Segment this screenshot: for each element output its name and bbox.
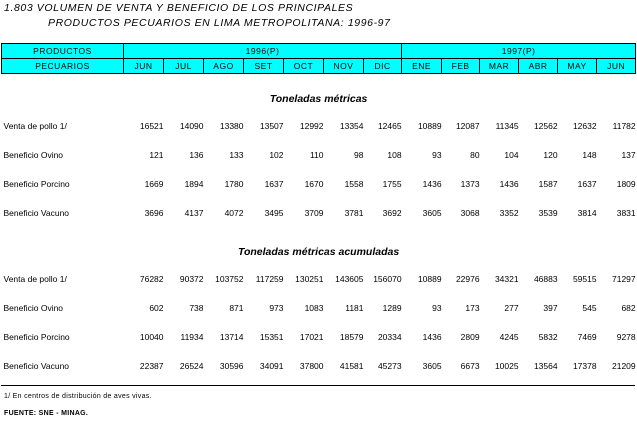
value-cell: 3709 — [304, 207, 324, 218]
value-cell: 1373 — [460, 178, 480, 189]
footnote: 1/ En centros de distribución de aves vivas. — [4, 393, 152, 400]
value-cell: 12992 — [299, 120, 324, 131]
value-cell: 682 — [621, 302, 636, 313]
value-cell: 1755 — [382, 178, 402, 189]
header-pecuarios: PECUARIOS — [2, 59, 124, 74]
value-cell: 14090 — [179, 120, 204, 131]
value-cell: 3352 — [499, 207, 519, 218]
table-title-line-1: 1.803 VOLUMEN DE VENTA Y BENEFICIO DE LOS PRINCIPALES — [4, 2, 354, 14]
value-cell: 3068 — [460, 207, 480, 218]
value-cell: 3605 — [422, 207, 442, 218]
table-row — [2, 351, 636, 380]
header-month-1996: DIC — [364, 59, 402, 74]
value-cell: 1436 — [422, 178, 442, 189]
value-cell: 13380 — [219, 120, 244, 131]
value-cell: 1181 — [345, 302, 364, 313]
value-cell: 45273 — [377, 360, 402, 371]
table-row — [2, 111, 636, 140]
header-month-1996: OCT — [284, 59, 324, 74]
value-cell: 4072 — [224, 207, 244, 218]
value-cell: 137 — [621, 149, 636, 160]
value-cell: 1083 — [304, 302, 324, 313]
header-month-1997: ABR — [519, 59, 558, 74]
value-cell: 1670 — [304, 178, 324, 189]
value-cell: 3692 — [382, 207, 402, 218]
value-cell: 26524 — [179, 360, 204, 371]
value-cell: 37800 — [299, 360, 324, 371]
value-cell: 11782 — [612, 120, 636, 131]
value-cell: 76282 — [139, 273, 164, 284]
table-row — [2, 264, 636, 293]
table-row — [2, 322, 636, 351]
header-year-1997: 1997(P) — [402, 44, 636, 59]
value-cell: 108 — [387, 149, 402, 160]
value-cell: 277 — [504, 302, 519, 313]
header-month-1997: ENE — [402, 59, 442, 74]
value-cell: 3781 — [344, 207, 364, 218]
value-cell: 12087 — [455, 120, 480, 131]
section-title: Toneladas métricas — [269, 93, 368, 105]
value-cell: 30596 — [219, 360, 244, 371]
value-cell: 93 — [432, 149, 442, 160]
header-productos: PRODUCTOS — [2, 44, 124, 59]
value-cell: 10040 — [139, 331, 164, 342]
value-cell: 1809 — [616, 178, 636, 189]
value-cell: 103752 — [215, 273, 244, 284]
row-label: Beneficio Porcino — [3, 178, 70, 189]
value-cell: 973 — [269, 302, 284, 313]
value-cell: 71297 — [612, 273, 636, 284]
value-cell: 10025 — [494, 360, 519, 371]
row-label: Venta de pollo 1/ — [3, 120, 67, 131]
value-cell: 871 — [229, 302, 244, 313]
value-cell: 1637 — [577, 178, 597, 189]
value-cell: 16521 — [139, 120, 164, 131]
row-label: Beneficio Ovino — [3, 149, 64, 160]
value-cell: 13507 — [259, 120, 284, 131]
value-cell: 2809 — [460, 331, 480, 342]
table-row — [2, 198, 636, 227]
value-cell: 156070 — [373, 273, 402, 284]
value-cell: 130251 — [295, 273, 324, 284]
value-cell: 11345 — [495, 120, 519, 131]
value-cell: 13714 — [219, 331, 244, 342]
table-row — [2, 140, 636, 169]
value-cell: 10889 — [417, 273, 442, 284]
header-year-1996: 1996(P) — [124, 44, 402, 59]
row-label: Venta de pollo 1/ — [3, 273, 67, 284]
value-cell: 121 — [149, 149, 164, 160]
header-month-1997: FEB — [442, 59, 480, 74]
value-cell: 3539 — [538, 207, 558, 218]
value-cell: 80 — [470, 149, 480, 160]
value-cell: 1558 — [344, 178, 364, 189]
value-cell: 46883 — [533, 273, 558, 284]
value-cell: 17378 — [572, 360, 597, 371]
header-month-1997: MAR — [480, 59, 519, 74]
value-cell: 4137 — [184, 207, 204, 218]
value-cell: 59515 — [572, 273, 597, 284]
value-cell: 1436 — [499, 178, 519, 189]
value-cell: 11934 — [180, 331, 204, 342]
value-cell: 3831 — [616, 207, 636, 218]
header-month-1996: JUL — [164, 59, 204, 74]
value-cell: 22976 — [455, 273, 480, 284]
value-cell: 12562 — [533, 120, 558, 131]
value-cell: 173 — [465, 302, 480, 313]
header-month-1996: AGO — [204, 59, 244, 74]
value-cell: 34321 — [494, 273, 519, 284]
value-cell: 20334 — [377, 331, 402, 342]
value-cell: 90372 — [179, 273, 204, 284]
table-title-line-2: PRODUCTOS PECUARIOS EN LIMA METROPOLITANA: 1996-97 — [48, 17, 391, 29]
value-cell: 13564 — [533, 360, 558, 371]
value-cell: 4245 — [499, 331, 519, 342]
value-cell: 34091 — [259, 360, 284, 371]
value-cell: 120 — [543, 149, 558, 160]
value-cell: 18579 — [339, 331, 364, 342]
value-cell: 12465 — [377, 120, 402, 131]
value-cell: 3605 — [422, 360, 442, 371]
value-cell: 1587 — [538, 178, 558, 189]
value-cell: 12632 — [572, 120, 597, 131]
value-cell: 117259 — [255, 273, 284, 284]
value-cell: 110 — [309, 149, 324, 160]
row-label: Beneficio Vacuno — [3, 207, 70, 218]
value-cell: 93 — [432, 302, 442, 313]
header-month-1996: JUN — [124, 59, 164, 74]
header-month-1997: JUN — [597, 59, 636, 74]
value-cell: 397 — [543, 302, 558, 313]
value-cell: 22387 — [139, 360, 164, 371]
value-cell: 41581 — [339, 360, 364, 371]
value-cell: 602 — [149, 302, 164, 313]
section-title: Toneladas métricas acumuladas — [237, 246, 400, 258]
data-table — [1, 43, 636, 380]
value-cell: 5832 — [538, 331, 558, 342]
value-cell: 6673 — [460, 360, 480, 371]
value-cell: 21209 — [612, 360, 636, 371]
value-cell: 143605 — [335, 273, 364, 284]
value-cell: 3696 — [144, 207, 164, 218]
value-cell: 13354 — [339, 120, 364, 131]
value-cell: 7469 — [577, 331, 597, 342]
value-cell: 1637 — [264, 178, 284, 189]
value-cell: 3495 — [264, 207, 284, 218]
row-label: Beneficio Porcino — [3, 331, 70, 342]
footer-rule — [1, 385, 635, 386]
value-cell: 133 — [229, 149, 244, 160]
row-label: Beneficio Ovino — [3, 302, 64, 313]
value-cell: 1436 — [422, 331, 442, 342]
value-cell: 545 — [582, 302, 597, 313]
table-row — [2, 293, 636, 322]
source-note: FUENTE: SNE - MINAG. — [4, 410, 89, 417]
value-cell: 3814 — [577, 207, 597, 218]
value-cell: 1289 — [382, 302, 402, 313]
value-cell: 98 — [354, 149, 364, 160]
header-month-1997: MAY — [558, 59, 597, 74]
row-label: Beneficio Vacuno — [3, 360, 70, 371]
value-cell: 17021 — [299, 331, 324, 342]
value-cell: 15351 — [259, 331, 284, 342]
table-row — [2, 169, 636, 198]
value-cell: 1894 — [184, 178, 204, 189]
value-cell: 148 — [582, 149, 597, 160]
value-cell: 1780 — [224, 178, 244, 189]
value-cell: 136 — [189, 149, 204, 160]
header-month-1996: SET — [244, 59, 284, 74]
value-cell: 10889 — [417, 120, 442, 131]
value-cell: 1669 — [144, 178, 164, 189]
value-cell: 738 — [189, 302, 204, 313]
value-cell: 9278 — [616, 331, 636, 342]
value-cell: 104 — [504, 149, 519, 160]
header-month-1996: NOV — [324, 59, 364, 74]
value-cell: 102 — [269, 149, 284, 160]
